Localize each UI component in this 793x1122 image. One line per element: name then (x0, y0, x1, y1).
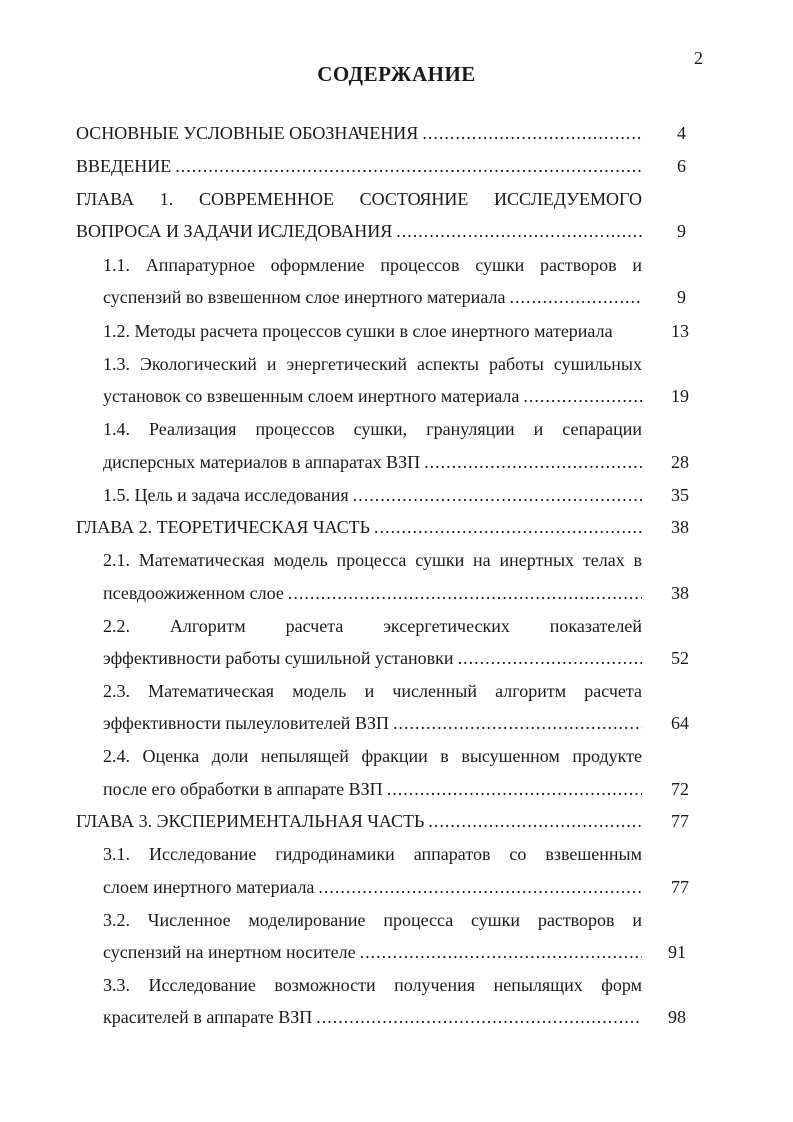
toc-entry-3-3-cont: красителей в аппарате ВЗП ..... (103, 1002, 642, 1032)
toc-page-number: 38 (671, 583, 689, 603)
toc-entry-1-3-cont: установок со взвешенным слоем инертного материала ..... (103, 381, 642, 411)
toc-entry-1-5: 1.5. Цель и задача исследования ..... (103, 480, 642, 510)
toc-entry-chapter-2: ГЛАВА 2. ТЕОРЕТИЧЕСКАЯ ЧАСТЬ ..... (76, 512, 642, 542)
toc-page-number: 6 (677, 156, 686, 176)
toc-page-number: 28 (671, 452, 689, 472)
toc-entry-1-1-cont: суспензий во взвешенном слое инертного материала ..... (103, 282, 642, 312)
toc-page-number: 64 (671, 713, 689, 733)
toc-entry-2-1: 2.1. Математическая модель процесса сушки на инертных телах в (103, 550, 642, 570)
page-number: 2 (694, 48, 703, 68)
toc-entry-2-3-cont: эффективности пылеуловителей ВЗП ..... (103, 708, 642, 738)
toc-entry-2-4-cont: после его обработки в аппарате ВЗП ..... (103, 774, 642, 804)
toc-page-number: 38 (671, 517, 689, 537)
toc-page-number: 98 (668, 1007, 686, 1027)
toc-entry-2-2: 2.2. Алгоритм расчета эксергетических показателей (103, 616, 642, 636)
toc-entry-conventions: ОСНОВНЫЕ УСЛОВНЫЕ ОБОЗНАЧЕНИЯ ..... (76, 118, 642, 148)
toc-entry-chapter-1: ГЛАВА 1. СОВРЕМЕННОЕ СОСТОЯНИЕ ИССЛЕДУЕМОГО (76, 189, 642, 209)
toc-entry-2-2-cont: эффективности работы сушильной установки ..... (103, 643, 642, 673)
toc-page-number: 52 (671, 648, 689, 668)
toc-page-number: 77 (671, 877, 689, 897)
toc-page-number: 19 (671, 386, 689, 406)
toc-entry-3-1-cont: слоем инертного материала ..... (103, 872, 642, 902)
toc-page-number: 9 (677, 287, 686, 307)
toc-page-number: 9 (677, 221, 686, 241)
toc-page-number: 35 (671, 485, 689, 505)
toc-entry-3-2: 3.2. Численное моделирование процесса сушки растворов и (103, 910, 642, 930)
toc-page-number: 77 (671, 811, 689, 831)
toc-entry-3-1: 3.1. Исследование гидродинамики аппаратов со взвешенным (103, 844, 642, 864)
toc-entry-1-4: 1.4. Реализация процессов сушки, грануляции и сепарации (103, 419, 642, 439)
toc-entry-1-1: 1.1. Аппаратурное оформление процессов сушки растворов и (103, 255, 642, 275)
toc-page-number: 13 (671, 321, 689, 341)
page-title: СОДЕРЖАНИЕ (317, 62, 476, 86)
toc-entry-3-3: 3.3. Исследование возможности получения непылящих форм (103, 975, 642, 995)
toc-entry-1-2: 1.2. Методы расчета процессов сушки в слое инертного материала (103, 321, 613, 341)
toc-entry-1-4-cont: дисперсных материалов в аппаратах ВЗП ..... (103, 447, 642, 477)
toc-entry-1-3: 1.3. Экологический и энергетический аспекты работы сушильных (103, 354, 642, 374)
toc-entry-chapter-3: ГЛАВА 3. ЭКСПЕРИМЕНТАЛЬНАЯ ЧАСТЬ ..... (76, 806, 642, 836)
toc-entry-3-2-cont: суспензий на инертном носителе ..... (103, 937, 642, 967)
toc-entry-2-3: 2.3. Математическая модель и численный алгоритм расчета (103, 681, 642, 701)
toc-entry-introduction: ВВЕДЕНИЕ ..... (76, 151, 642, 181)
toc-entry-chapter-1-cont: ВОПРОСА И ЗАДАЧИ ИСЛЕДОВАНИЯ ..... (76, 216, 642, 246)
toc-entry-2-4: 2.4. Оценка доли непылящей фракции в высушенном продукте (103, 746, 642, 766)
toc-page-number: 91 (668, 942, 686, 962)
toc-page-number: 4 (677, 123, 686, 143)
toc-entry-2-1-cont: псевдоожиженном слое ..... (103, 578, 642, 608)
toc-page-number: 72 (671, 779, 689, 799)
